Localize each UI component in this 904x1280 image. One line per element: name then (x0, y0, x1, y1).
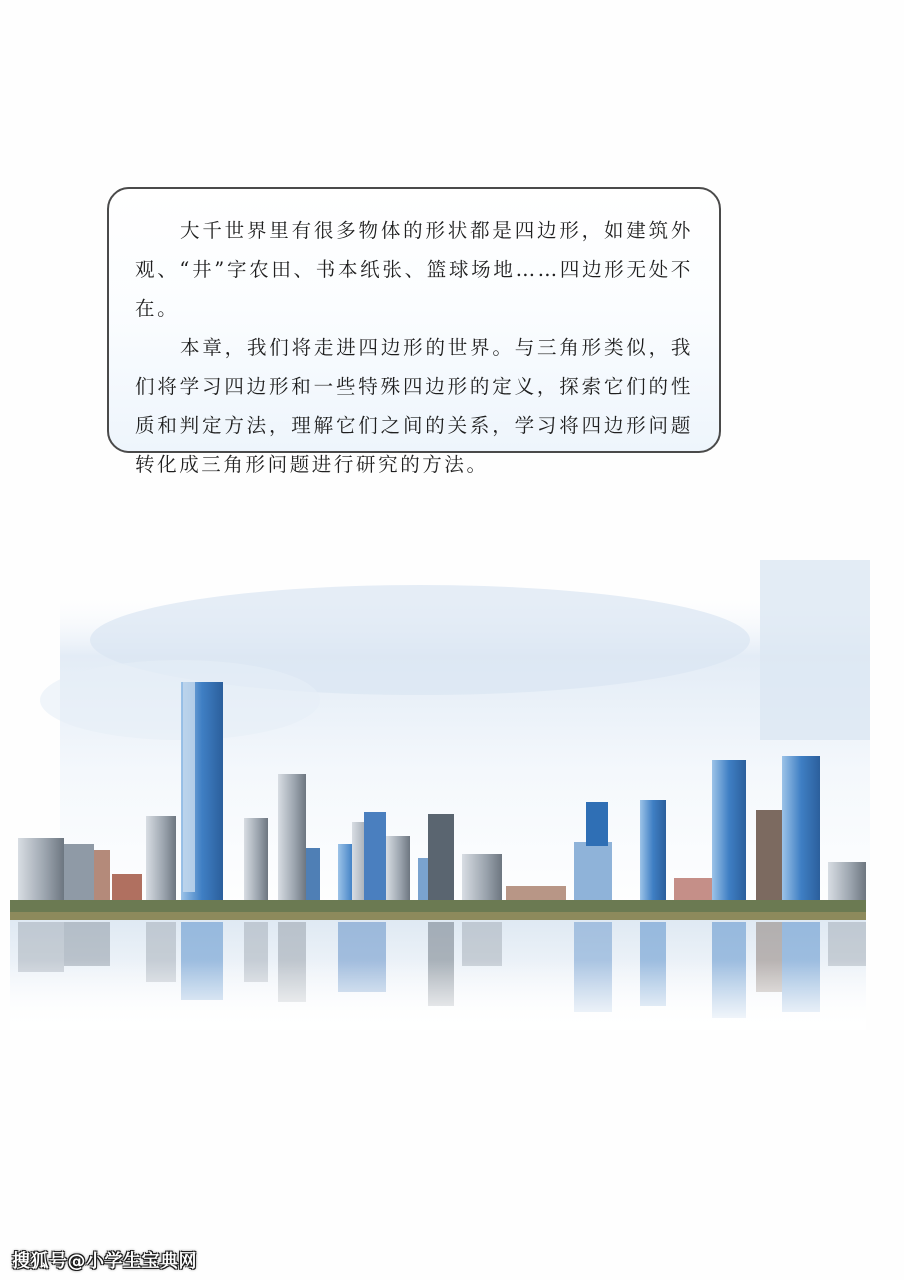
intro-paragraph-2: 本章，我们将走进四边形的世界。与三角形类似，我们将学习四边形和一些特殊四边形的定义，探索它们的性质和判定方法，理解它们之间的关系，学习将四边形问题转化成三角形问题进行研究的方法。 (135, 336, 693, 476)
watermark: 搜狐号@小学生宝典网 (12, 1251, 197, 1272)
city-skyline-photo (0, 560, 904, 1030)
chapter-intro-box (107, 187, 721, 476)
intro-paragraph-1: 大千世界里有很多物体的形状都是四边形，如建筑外观、“井”字农田、书本纸张、篮球场地……四边形无处不在。 (135, 219, 693, 320)
